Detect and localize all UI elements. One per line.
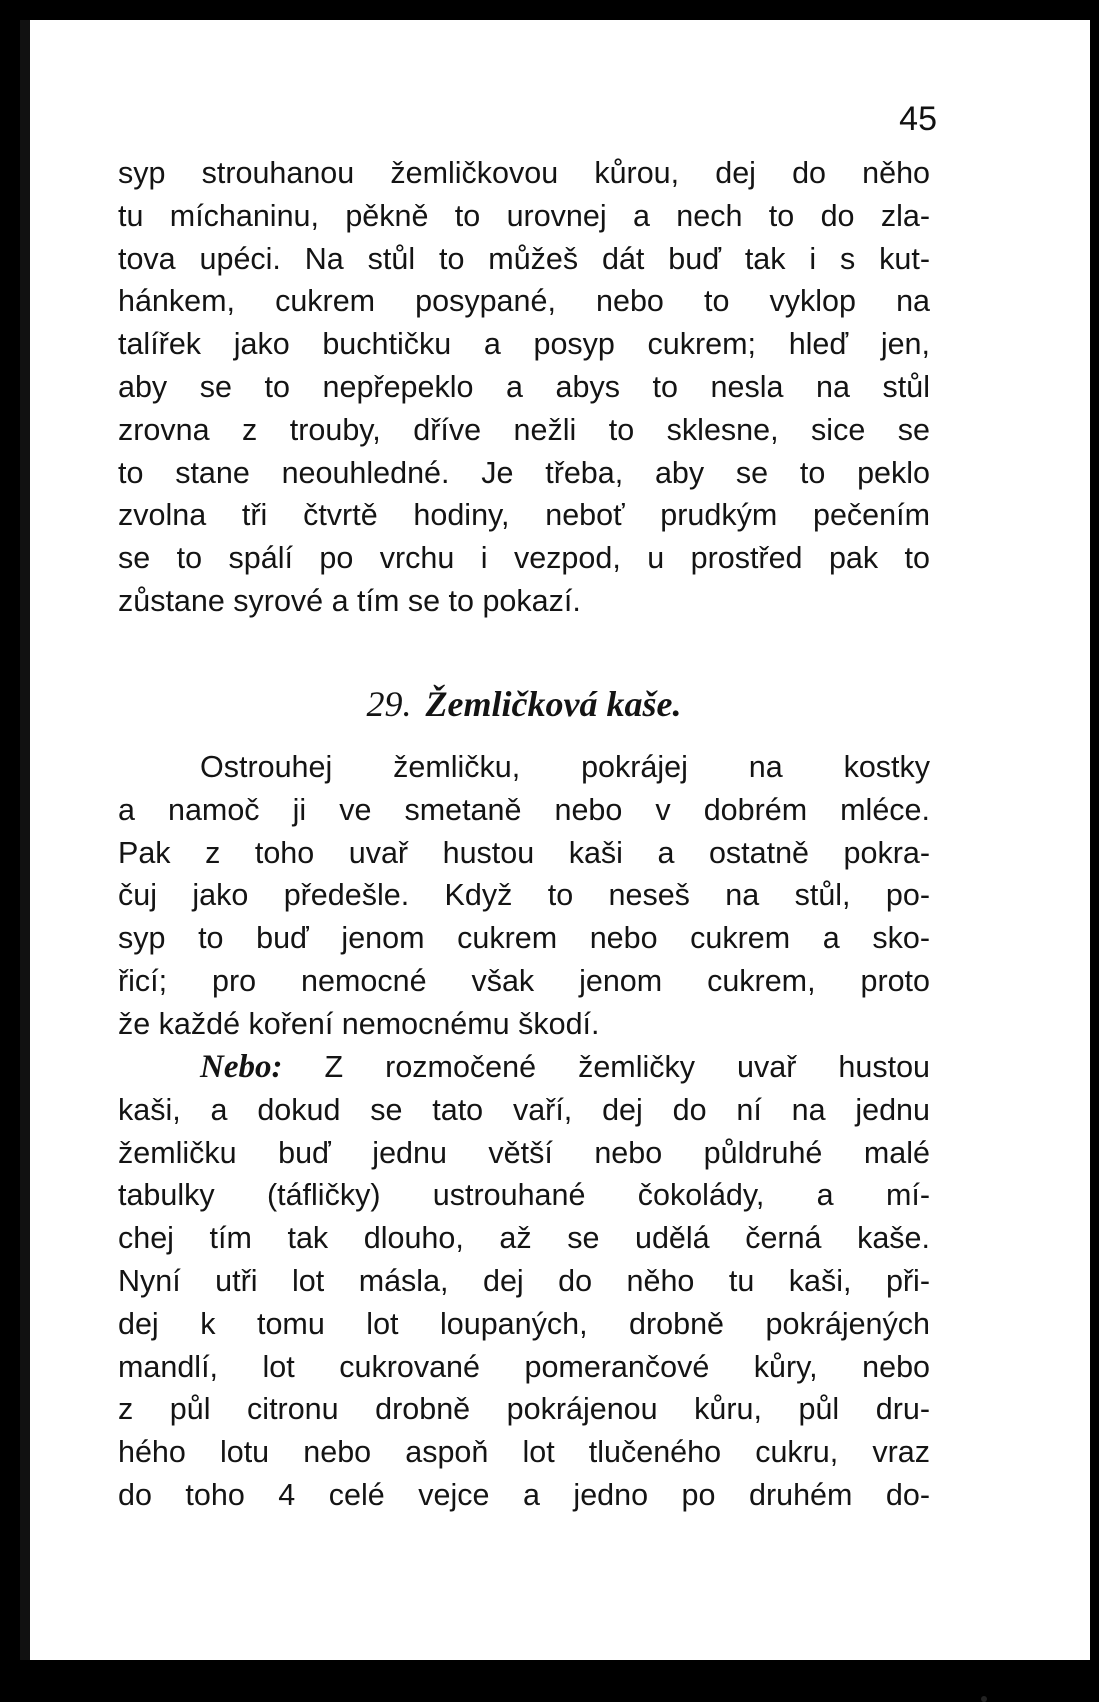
text-line: hánkem, cukrem posypané, nebo to vyklop na xyxy=(118,284,930,319)
page-number: 45 xyxy=(899,100,937,138)
paragraph-variant xyxy=(118,1046,930,1517)
text-line: že každé koření nemocnému škodí. xyxy=(118,1006,600,1041)
text-line: syp to buď jenom cukrem nebo cukrem a sko- xyxy=(118,921,930,956)
text-line: to stane neouhledné. Je třeba, aby se to peklo xyxy=(118,455,930,490)
text-line: tu míchaninu, pěkně to urovnej a nech to do zla- xyxy=(118,198,930,233)
text-line: žemličku buď jednu větší nebo půldruhé malé xyxy=(118,1135,930,1170)
text-line: hého lotu nebo aspoň lot tlučeného cukru, vraz xyxy=(118,1435,930,1470)
text-line: Nyní utři lot másla, dej do něho tu kaši, při- xyxy=(118,1263,930,1298)
text-line: do toho 4 celé vejce a jedno po druhém do- xyxy=(118,1477,930,1512)
recipe-title: Žemličková kaše. xyxy=(425,684,682,724)
text-line: Pak z toho uvař hustou kaši a ostatně pokra- xyxy=(118,835,930,870)
paragraph-recipe xyxy=(118,746,930,1046)
text-line: tabulky (táfličky) ustrouhané čokolády, a mí- xyxy=(118,1178,930,1213)
text-line: zvolna tři čtvrtě hodiny, neboť prudkým pečením xyxy=(118,498,930,533)
lead-word: Nebo: xyxy=(200,1049,283,1085)
text-line: mandlí, lot cukrované pomerančové kůry, nebo xyxy=(118,1349,930,1384)
text-line: Ostrouhej žemličku, pokrájej na kostky xyxy=(200,750,930,784)
text-line: kaši, a dokud se tato vaří, dej do ní na jednu xyxy=(118,1092,930,1127)
text-line: dej k tomu lot loupaných, drobně pokrájených xyxy=(118,1306,930,1341)
text-line: a namoč ji ve smetaně nebo v dobrém mléce. xyxy=(118,792,930,827)
text-line: tova upéci. Na stůl to můžeš dát buď tak i s kut- xyxy=(118,241,930,276)
recipe-number: 29. xyxy=(366,684,412,724)
text-line: chej tím tak dlouho, až se udělá černá kaše. xyxy=(118,1221,930,1256)
recipe-heading xyxy=(118,683,930,725)
text-line-rest: Z rozmočené žemličky uvař hustou xyxy=(324,1050,930,1084)
ink-speck xyxy=(981,1696,987,1702)
text-line: syp strouhanou žemličkovou kůrou, dej do něho xyxy=(118,156,930,190)
text-line: se to spálí po vrchu i vezpod, u prostřed pak to xyxy=(118,541,930,576)
text-line: řicí; pro nemocné však jenom cukrem, proto xyxy=(118,963,930,998)
paragraph-continued xyxy=(118,152,930,623)
text-line: aby se to nepřepeklo a abys to nesla na stůl xyxy=(118,369,930,404)
text-line: čuj jako předešle. Když to neseš na stůl, po- xyxy=(118,878,930,913)
text-line xyxy=(118,1046,930,1089)
text-line: zrovna z trouby, dříve nežli to sklesne, sice se xyxy=(118,412,930,447)
text-line: z půl citronu drobně pokrájenou kůru, půl dru- xyxy=(118,1392,930,1427)
text-line: talířek jako buchtičku a posyp cukrem; hleď jen, xyxy=(118,327,930,362)
text-line: zůstane syrové a tím se to pokazí. xyxy=(118,583,581,618)
